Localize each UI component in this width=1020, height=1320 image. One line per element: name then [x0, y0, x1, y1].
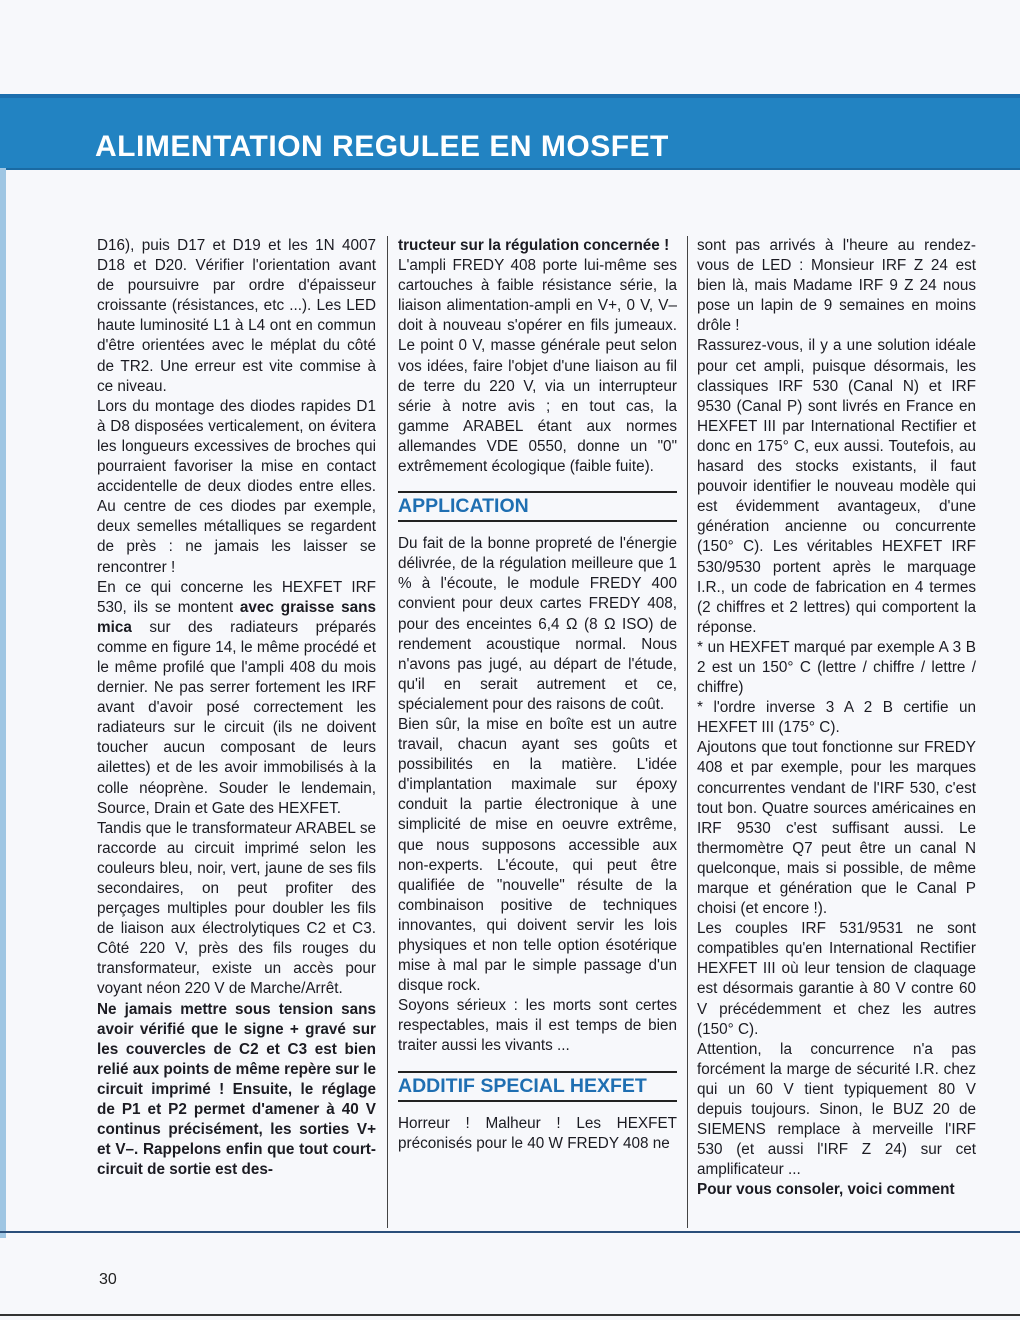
paragraph: Pour vous consoler, voici comment [697, 1181, 955, 1199]
article-title: ALIMENTATION REGULEE EN MOSFET [95, 130, 669, 163]
paragraph: L'ampli FREDY 408 porte lui-même ses cartouches à faible résistance série, la liaison alimentation-ampli en V+, 0 V, V– doit à nouveau s'opérer en fils jumeaux. Le point 0 V, masse générale peut selon vos idées, faire l'objet d'une liaison au fil de terre du 220 V, via un interrupteur série à notre avis ; en tout cas, la gamme ARABEL étant aux normes allemandes VDE 0550, donne un "0" extrêmement écologique (faible fuite). [398, 257, 677, 476]
section-additif [398, 1071, 677, 1102]
warning-paragraph: Ne jamais mettre sous tension sans avoir vérifié que le signe + gravé sur les couvercles de C2 et C3 est bien relié aux points de même repère sur le circuit imprimé ! Ensuite, le réglage de P1 et P2 permet d'amener à 40 V continus précisément, les sorties V+ et V–. Rappelons enfin que tout court-circuit de sortie est des- [97, 1000, 376, 1179]
paragraph: Bien sûr, la mise en boîte est un autre travail, chacun ayant ses goûts et possibilités en la matière. L'idée d'implantation maximale sur époxy conduit la partie électronique à une simplicité de mise en oeuvre extrême, que nous supposons accessible aux non-experts. L'écoute, qui peut être qualifiée de "nouvelle" résulte de la combinaison positive de techniques innovantes, qui doivent servir les lois physiques et non telle option ésotérique mise à mal par le simple passage d'un disque rock. [398, 715, 677, 995]
paragraph: sont pas arrivés à l'heure au rendez-vous de LED : Monsieur IRF Z 24 est bien là, mais Madame IRF 9 Z 24 nous pose un lapin de 9 semaines en moins drôle ! [697, 237, 976, 335]
paragraph-continuation: tructeur sur la régulation concernée ! [398, 237, 670, 254]
paragraph: Ajoutons que tout fonctionne sur FREDY 408 et par exemple, pour les marques concurrentes vendant de l'IRF 530, c'est tout bon. Quatre sources américaines en IRF 9530 c'est suffisant aussi. Le thermomètre Q7 peut être un canal N quelconque, mais si possible, de même marque et génération que le Canal P choisi (et encore !). [697, 739, 976, 918]
paragraph: * un HEXFET marqué par exemple A 3 B 2 est un 150° C (lettre / chiffre / lettre / chiffre) [697, 638, 976, 697]
text-column-3 [697, 236, 976, 1231]
left-margin-bar [0, 168, 6, 1238]
paragraph: Du fait de la bonne propreté de l'énergie délivrée, de la régulation meilleure que 1 % à l'écoute, le module FREDY 400 convient pour deux cartes FREDY 408, pour des enceintes 6,4 Ω (8 Ω ISO) de rendement acoustique normal. Nous n'avons pas jugé, au départ de l'étude, qu'il en serait autrement et ce, spécialement pour des raisons de coût. [398, 535, 677, 713]
paragraph: D16), puis D17 et D19 et les 1N 4007 D18 et D20. Vérifier l'orientation avant de poursuivre par ordre d'épaisseur croissante (résistances, etc ...). Les LED haute luminosité L1 à L4 ont en commun d'être orientées avec le méplat du côté de TR2. Une erreur est vite commise à ce niveau. [97, 237, 376, 395]
page-number: 30 [99, 1271, 117, 1288]
paragraph: Rassurez-vous, il y a une solution idéale pour cet ampli, puisque désormais, les classiques IRF 530 (Canal N) et IRF 9530 (Canal P) sont livrés en France en HEXFET III par International Rectifier et donc en 175° C, eux aussi. Toutefois, au hasard des stocks existants, il faut pouvoir identifier le nouveau modèle qui est évidemment avantageux, d'une génération ancienne ou concurrente (150° C). Les véritables HEXFET IRF 530/9530 portent après le marquage I.R., un code de fabrication en 4 termes (2 chiffres et 2 lettres) qui comportent la réponse. [697, 337, 976, 636]
section-rule [398, 520, 677, 522]
column-divider [687, 236, 688, 1228]
bold-run: avec graisse sans mica [97, 598, 376, 636]
section-heading: APPLICATION [398, 495, 529, 518]
paragraph: Lors du montage des diodes rapides D1 à D8 disposées verticalement, on évitera les longueurs excessives de broches qui pourraient favoriser la mise en contact accidentelle de deux diodes entre elles. Au centre de ces diodes par exemple, deux semelles métalliques se regardent de près : ne jamais les laisser se rencontrer ! [97, 397, 376, 576]
paragraph [97, 578, 376, 819]
page-bottom-rule [0, 1314, 1020, 1316]
column-divider [387, 236, 388, 1228]
paragraph: Soyons sérieux : les morts sont certes respectables, mais il est temps de bien traiter aussi les vivants ... [398, 997, 677, 1055]
text-run: sur des radiateurs préparés comme en figure 14, le même procédé et le même profilé que l'ampli 408 du mois dernier. Ne pas serrer fortement les IRF avant d'avoir posé correctement les radiateurs sur le circuit (ils ne doivent toucher aucun composant de leurs ailettes) et de les avoir immobilisés à la colle néoprène. Souder le lendemain, Source, Drain et Gate des HEXFET. [97, 618, 376, 817]
section-rule [398, 1100, 677, 1102]
section-rule [398, 1071, 677, 1073]
section-heading: ADDITIF SPECIAL HEXFET [398, 1074, 647, 1097]
text-column-1 [97, 236, 376, 1231]
text-run: En ce qui concerne les HEXFET IRF 530, ils se montent [97, 578, 376, 616]
footer-rule [0, 1231, 1020, 1233]
section-rule [398, 491, 677, 493]
paragraph: Tandis que le transformateur ARABEL se raccorde au circuit imprimé selon les couleurs bleu, noir, vert, jaune de ses fils secondaires, on peut profiter des perçages multiples pour doubler les fils de liaison aux électrolytiques C2 et C3. Côté 220 V, près des fils rouges du transformateur, existe un accès pour voyant néon 220 V de Marche/Arrêt. [97, 819, 376, 998]
section-application [398, 491, 677, 522]
paragraph: Les couples IRF 531/9531 ne sont compatibles qu'en International Rectifier HEXFET III où leur tension de claquage est désormais garantie à 80 V contre 60 V précédemment et chez les autres (150° C). [697, 920, 976, 1038]
text-column-2 [398, 236, 677, 1231]
paragraph: Horreur ! Malheur ! Les HEXFET préconisés pour le 40 W FREDY 408 ne [398, 1114, 677, 1152]
paragraph: * l'ordre inverse 3 A 2 B certifie un HEXFET III (175° C). [697, 699, 976, 737]
paragraph: Attention, la concurrence n'a pas forcément la marge de sécurité I.R. chez qui un 60 V tient typiquement 80 V depuis toujours. Sinon, le BUZ 20 de SIEMENS remplace à merveille l'IRF 530 (et aussi l'IRF Z 24) sur cet amplificateur ... [697, 1040, 976, 1179]
